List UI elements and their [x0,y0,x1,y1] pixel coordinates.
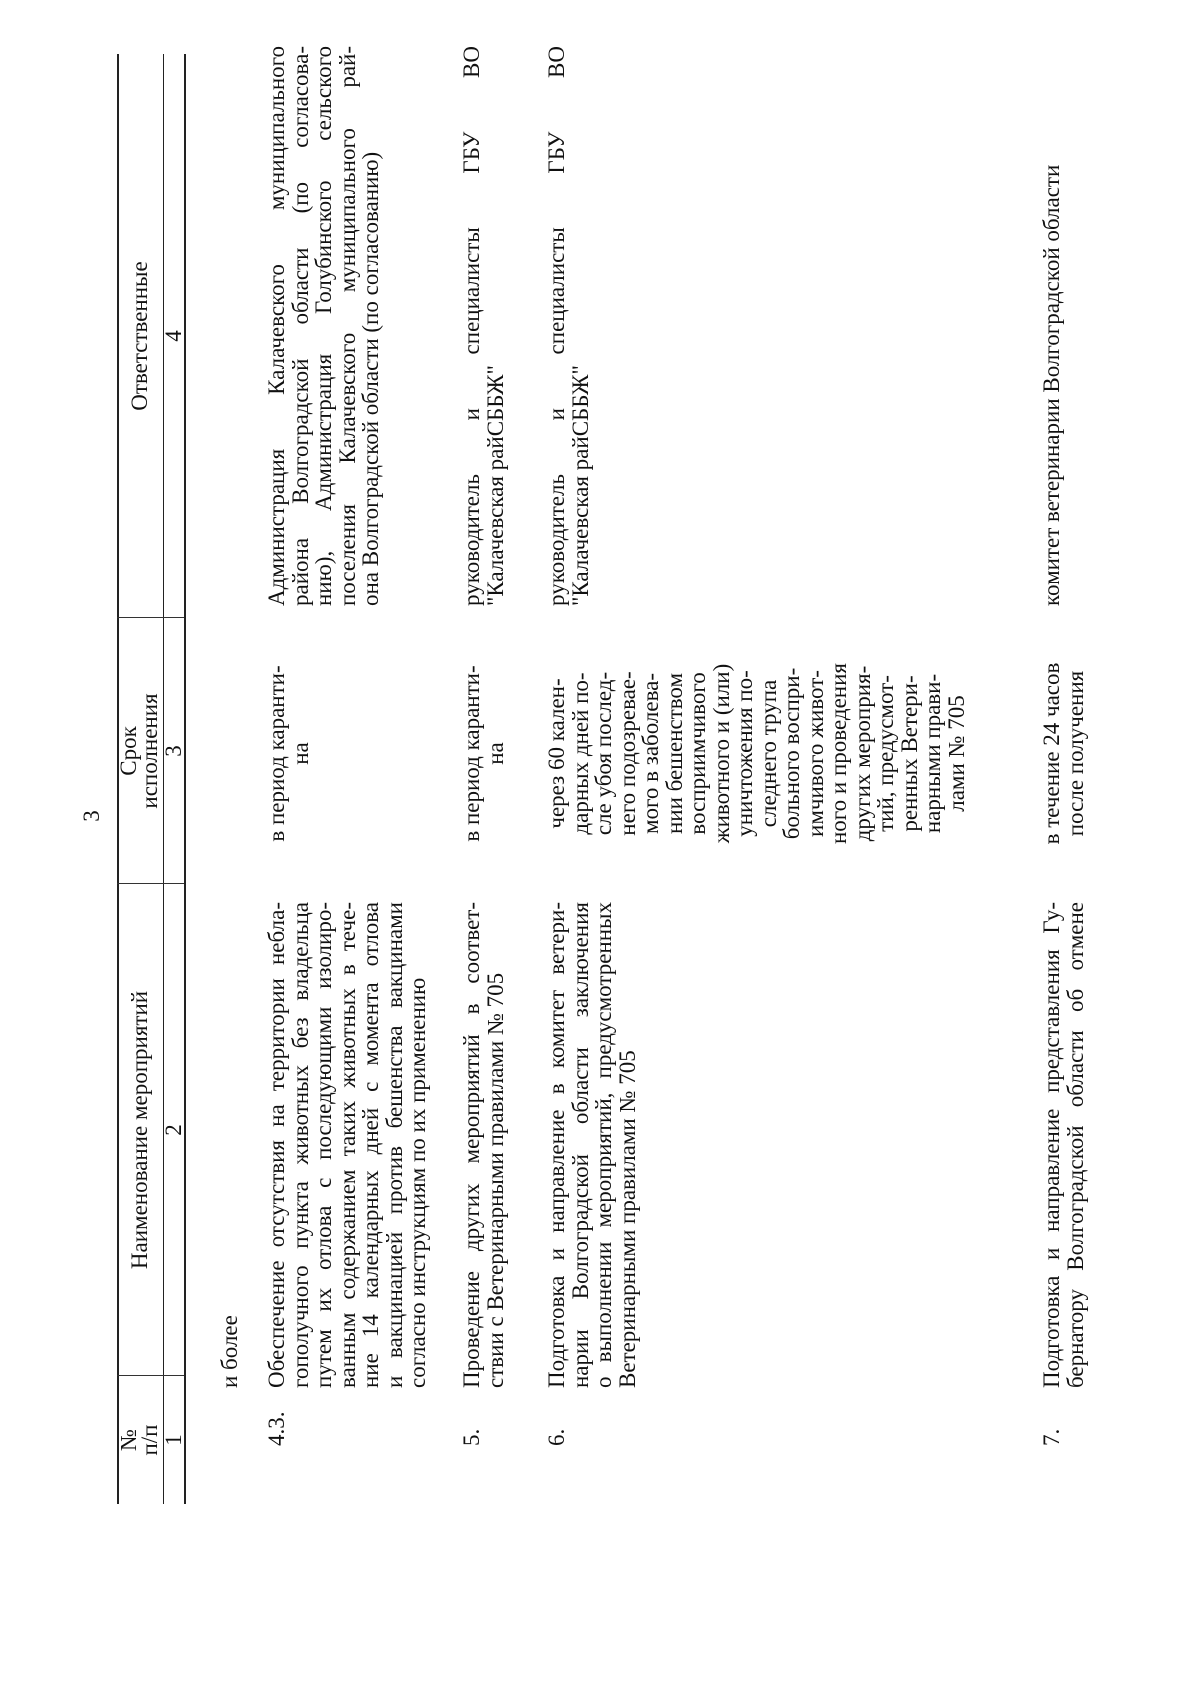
header-responsible: Ответственные [127,261,152,411]
row-term [1040,631,1087,876]
page-number: 3 [79,810,104,822]
term-line: имчивого живот- [802,670,828,837]
measure-line: Подготовка и направление в комитет ветери- [544,902,569,1388]
header-measures: Наименование мероприятий [127,990,152,1270]
header-term-line1: Срок [116,726,141,776]
term-line: ренных Ветери- [896,675,922,832]
measure-line: Ветеринарными правилами № 705 [614,1050,640,1388]
term-line: дарных дней по- [567,672,593,835]
responsible-line: поселения Калачевского муниципального рай- [334,46,360,606]
continuation-text: и более [217,1315,242,1388]
header-num-2: 2 [161,1124,186,1136]
responsible-line: руководитель и специалисты ГБУ ВО [544,46,569,606]
measure-line: гополучного пункта животных без владельца [287,902,313,1388]
term-line: восприимчивого [685,672,710,835]
measure-line: Подготовка и направление представления Гу- [1039,902,1064,1388]
term-line: него подозревае- [614,671,640,836]
measure-line: ванным содержанием таких животных в тече- [334,902,360,1388]
header-number [118,1376,160,1504]
term-line: ного и проведения [826,662,851,845]
responsible-line: она Волгоградской области (по согласованию) [358,151,383,606]
responsible-line: "Калачевская райСББЖ" [482,365,508,606]
responsible-line: района Волгоградской области (по согласова- [287,46,313,606]
header-num-3: 3 [161,745,186,757]
term-line: в течение 24 часов [1039,662,1064,845]
term-line: животного и (или) [708,663,734,844]
term-line: тий, предусмот- [873,675,898,832]
responsible-line: руководитель и специалисты ГБУ ВО [459,46,484,606]
term-line: больного воспри- [779,667,804,840]
measure-line: нарии Волгоградской области заключения [567,902,593,1388]
term-line: нарными прави- [920,673,945,834]
term-line: других мероприя- [849,665,875,842]
row-measure [545,902,639,1388]
measure-line: согласно инструкциям по их применению [405,977,430,1388]
row-term [545,631,968,876]
term-line: на [287,742,313,765]
responsible-line: нию), Администрация Голубинского сельского [311,46,336,606]
responsible-line: комитет ветеринарии Волгоградской области [1039,164,1064,606]
row-number: 5. [459,1428,484,1446]
term-line: в период каранти- [264,665,289,842]
responsible-line: "Калачевская райСББЖ" [567,365,593,606]
term-line: на [482,742,508,765]
row-term [265,631,312,876]
row-number: 4.3. [264,1411,289,1446]
measure-line: Обеспечение отсутствия на территории небла- [264,902,289,1388]
term-line: после получения [1062,670,1088,837]
header-number-line2: п/п [137,1424,162,1456]
responsible-line: Администрация Калачевского муниципального [264,46,289,606]
measure-line: о выполнении мероприятий, предусмотренных [591,902,616,1388]
term-line: через 60 кален- [544,678,569,829]
row-responsible [265,46,383,606]
row-responsible [1040,46,1064,606]
measure-line: бернатору Волгоградской области об отмене [1062,902,1088,1388]
term-line: нии бешенством [661,672,687,835]
row-measure [265,902,430,1388]
measure-line: Проведение других мероприятий в соответ- [459,902,484,1388]
row-term [460,631,507,876]
row-measure [1040,902,1087,1388]
term-line: лами № 705 [943,695,969,812]
row-responsible [545,46,592,606]
measure-line: ствии с Ветеринарными правилами № 705 [482,972,508,1388]
term-line: мого в заболева- [638,672,663,835]
header-num-1: 1 [161,1434,186,1446]
header-term-line2: исполнения [137,693,162,809]
term-line: сле убоя послед- [591,671,616,836]
header-number-line1: № [116,1429,141,1451]
header-num-4: 4 [161,330,186,342]
term-line: уничтожения по- [732,670,757,837]
row-number: 7. [1039,1428,1064,1446]
term-line: в период каранти- [459,665,484,842]
term-line: следнего трупа [755,679,781,828]
header-term [118,618,160,884]
row-responsible [460,46,507,606]
row-measure [460,902,507,1388]
measure-line: путем их отлова с последующими изолиро- [311,902,336,1388]
measure-line: ние 14 календарных дней с момента отлова [358,902,383,1388]
measure-line: и вакцинацией против бешенства вакцинами [381,902,407,1388]
row-number: 6. [544,1428,569,1446]
